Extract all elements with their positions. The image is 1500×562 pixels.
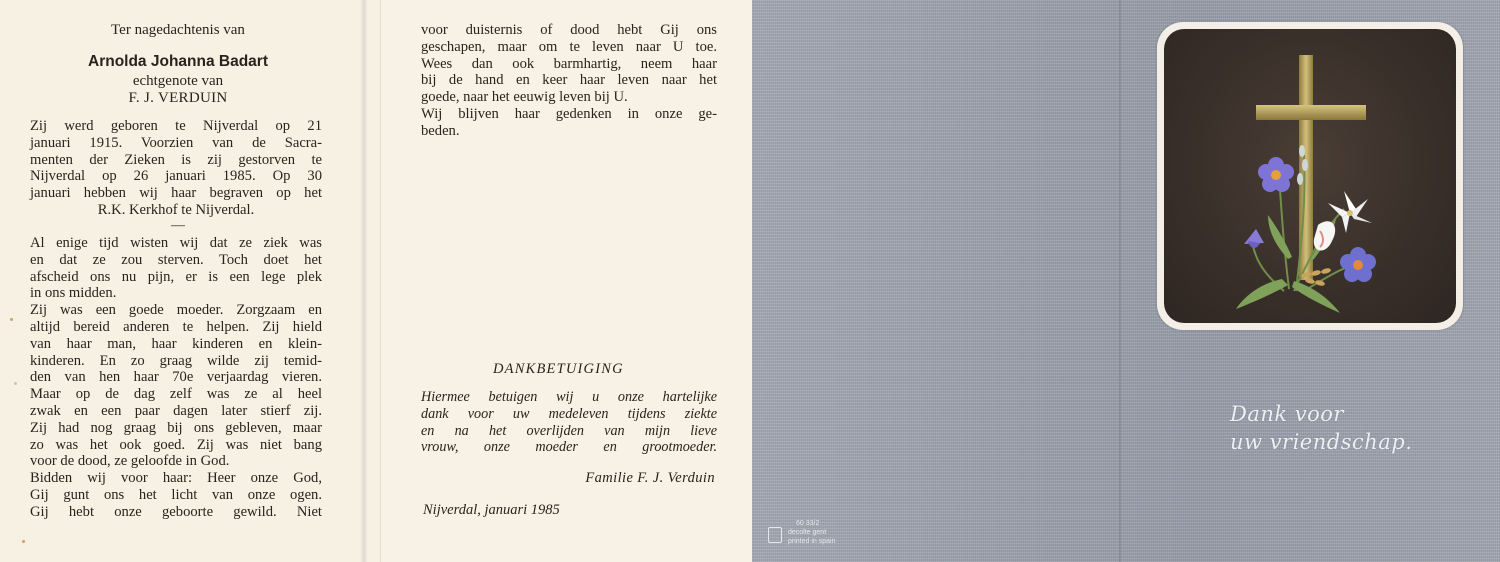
text-line: januari 1915. Voorzien van de Sacra- — [30, 134, 322, 151]
text-line: zo was het ook goed. Zij was niet bang — [30, 436, 322, 453]
text-line: in ons midden. — [30, 285, 117, 302]
middle-page — [380, 0, 753, 562]
biography-paragraph — [30, 118, 322, 219]
greeting-line-2: uw vriendschap. — [1230, 430, 1413, 454]
text-line: Gij hebt onze geboorte gewild. Niet — [30, 503, 322, 520]
printer-code: 60 33/2 — [796, 520, 820, 527]
text-line: Hiermee betuigen wij u onze hartelijke — [421, 389, 717, 405]
text-line: van haar man, haar kinderen en klein- — [30, 335, 322, 352]
text-line: Wij blijven haar gedenken in onze ge- — [421, 105, 717, 122]
left-page — [0, 0, 380, 562]
text-line: kinderen. En zo graag wilde zij temid- — [30, 352, 322, 369]
text-line: voor duisternis of dood hebt Gij ons — [421, 22, 717, 38]
text-line: R.K. Kerkhof te Nijverdal. — [97, 201, 255, 218]
place-and-date: Nijverdal, januari 1985 — [423, 502, 560, 518]
printer-name: decolte gent — [788, 529, 827, 536]
paper-speck — [14, 382, 17, 385]
text-line: Al enige tijd wisten wij dat ze ziek was — [30, 235, 322, 251]
prayer-paragraph — [421, 22, 717, 140]
deceased-name: Arnolda Johanna Badart — [88, 53, 268, 70]
text-line: afscheid ons nu pijn, er is een lege plek — [30, 268, 322, 285]
text-line: vrouw, onze moeder en grootmoeder. — [421, 439, 717, 456]
printer-imprint — [768, 520, 878, 548]
text-line: dank voor uw medeleven tijdens ziekte — [421, 405, 717, 422]
card-cover — [752, 0, 1500, 562]
text-line: Bidden wij voor haar: Heer onze God, — [30, 470, 322, 487]
cover-fold-line — [1119, 0, 1121, 562]
printer-logo-icon — [768, 527, 782, 543]
text-line: januari hebben wij haar begraven op het — [30, 185, 322, 202]
text-line: Zij werd geboren te Nijverdal op 21 — [30, 118, 322, 134]
text-line: beden. — [421, 122, 460, 139]
spouse-of-label: echtgenote van — [132, 73, 224, 89]
remembrance-paragraph — [30, 235, 322, 521]
text-line: zwak en een paar dagen later stierf zij. — [30, 402, 322, 419]
in-memory-heading: Ter nagedachtenis van — [111, 22, 245, 38]
text-line: bij de hand en keer haar leven naar het — [421, 72, 717, 89]
text-line: Zij had nog graag bij ons gebleven, maar — [30, 419, 322, 436]
separator-dash: — — [171, 218, 185, 233]
printer-origin: printed in spain — [788, 538, 836, 545]
greeting-line-1: Dank voor — [1230, 402, 1344, 426]
paper-speck — [22, 540, 25, 543]
text-line: menten der Zieken is zij gestorven te — [30, 151, 322, 168]
page-fold — [360, 0, 368, 562]
text-line: en na het overlijden van mijn lieve — [421, 422, 717, 439]
cross-with-flowers-icon — [1164, 29, 1456, 323]
text-line: Nijverdal op 26 januari 1985. Op 30 — [30, 168, 322, 185]
cover-greeting — [1230, 400, 1412, 456]
thanks-paragraph — [421, 389, 717, 456]
text-line: Wees dan ook barmhartig, neem haar — [421, 55, 717, 72]
thanks-heading: DANKBETUIGING — [493, 361, 624, 377]
text-line: en dat ze zou sterven. Toch doet het — [30, 251, 322, 268]
text-line: Maar op de dag zelf was ze al heel — [30, 386, 322, 403]
picture-frame — [1157, 22, 1463, 330]
text-line: voor de dood, ze geloofde in God. — [30, 453, 230, 470]
text-line: altijd bereid anderen te helpen. Zij hield — [30, 318, 322, 335]
text-line: den van hen haar 70e verjaardag vieren. — [30, 369, 322, 386]
cross-illustration — [1164, 29, 1456, 323]
family-signature: Familie F. J. Verduin — [585, 470, 715, 486]
text-line: Gij gunt ons het licht van onze ogen. — [30, 486, 322, 503]
text-line: Zij was een goede moeder. Zorgzaam en — [30, 302, 322, 319]
husband-name: F. J. VERDUIN — [128, 90, 228, 106]
text-line: geschapen, maar om te leven naar U toe. — [421, 38, 717, 55]
text-line: goede, naar het eeuwig leven bij U. — [421, 89, 628, 106]
paper-speck — [10, 318, 13, 321]
